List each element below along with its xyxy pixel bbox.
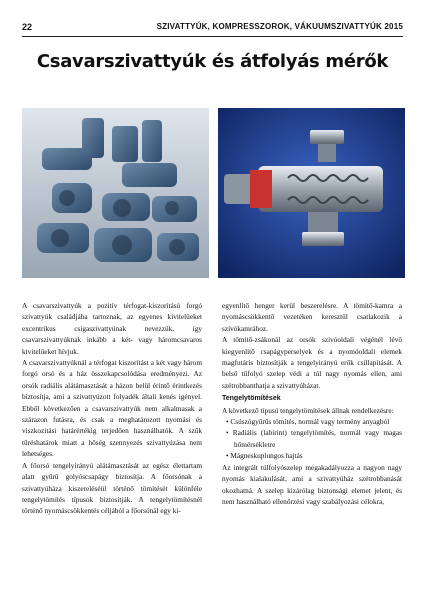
- text-column-right: [222, 300, 402, 507]
- article-title: Csavarszivattyúk és átfolyás mérők: [36, 51, 389, 72]
- list-item: • Radiális (labirint) tengelytömítés, normál vagy magas hőmérsékletre: [226, 428, 402, 449]
- page-header: [22, 22, 403, 36]
- paragraph: A főorsó tengelyirányú alátámasztását az egész élettartam alatt gyűrű golyóscsapágy biztosítja. A főorsónak a szivattyúháza kiszereléséül történő tömítését különféle tengelytömítés típusok biztosítják. A tengelytömítésnél történő nyomáscsökkentés céljából a főorsónál egy ki-: [22, 460, 202, 516]
- paragraph: egyenlítő henger kerül beszerelésre. A tömítő-kamra a nyomáscsökkentő vezetéken keresztül csatlakozik a szívókamrához.: [222, 301, 402, 333]
- section-subhead: Tengelytömítések: [222, 395, 281, 403]
- running-head: SZIVATTYÚK, KOMPRESSZOROK, VÁKUUMSZIVATTYÚK 2015: [156, 22, 403, 31]
- pumps-photo: [22, 108, 209, 278]
- header-rule: [22, 36, 403, 37]
- paragraph: A tömítő-zsákonál az orsók szivóoldali végénél lévő kiegyenlítő csapágyperselyek és a nyomóoldali elemek magfutáris biztosítják a tengelyirányú erők csillapítását. A belső tűfolyó szelep védi a túl nagy nyomás ellen, ami szétrobbanthatja a szivattyúházat.: [222, 335, 402, 390]
- paragraph: Az integrált túlfolyószelep megakadályozza a nagyon nagy nyomás kialakulását, ami a szivattyúház szétrobbanását okozhatná. A szelep kizárólag biztonsági elemet jelent, és nem használható ellenőrzési vagy szabályozási célokra,: [222, 462, 402, 506]
- pump-cutaway-photo: [218, 108, 405, 278]
- page-number: 22: [22, 22, 33, 32]
- text-column-left: [22, 300, 202, 517]
- list-item: • Mágneskuplungos hajtás: [226, 451, 303, 461]
- list-item: • Csúszógyűrűs tömítés, normál vagy termény anyagból: [226, 417, 390, 427]
- paragraph: A következő típusú tengelytömítések állnak rendelkezésre:: [222, 405, 394, 415]
- paragraph: A csavarszivattyúknál a térfogat kiszorítást a két vagy három forgó orsó és a ház összekapcsolódása eredményezi. Az orsók radiális alátámasztását a házon belül érintő érintkezés biztosítja, ami a szivattyúzott folyadék általi kenés igényel. Ebből következően a csavarszivattyúk nem alkalmasak a szárazon futásra, és csak a meghatározott nyomási és viszkozitási határértékig terjedően használhatók. A szűk tűréshatárok miatt a hőség szennyezés szivattyúzása nem lehetséges.: [22, 358, 202, 459]
- paragraph: A csavarszivattyúk a pozitív térfogat-kiszorítású forgó szivattyúk családjába tartoznak, az egyenes kivitelűeket excentrikus csigaszivattyúnak nevezzük, így csavarszivattyúknak inkább a két- vagy háromcsavaros kivitelűeket hívjuk.: [22, 301, 202, 356]
